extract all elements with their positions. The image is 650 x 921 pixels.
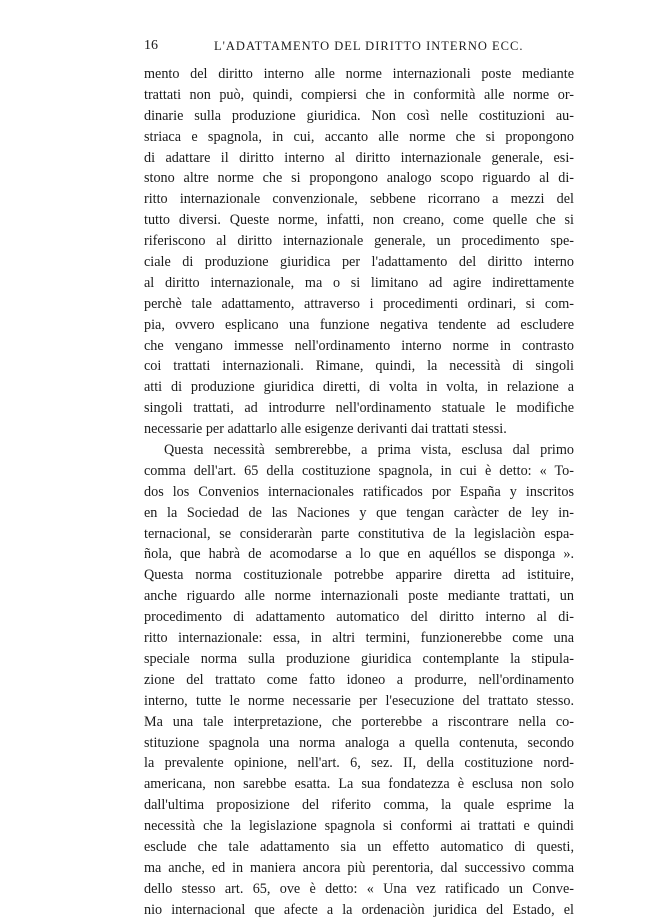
text-line: ñola, que habrà de acomodarse a lo que en aquéllos se disponga ». — [144, 546, 574, 563]
text-line: Ma una tale interpretazione, che porterebbe a riscontrare nella co- — [144, 713, 574, 730]
text-line: tutto diversi. Queste norme, infatti, non creano, come quelle che si — [144, 212, 574, 229]
text-line: nio internacional que afecte a la ordenaciòn juridica del Estado, el — [144, 901, 574, 918]
text-line: dos los Convenios internacionales ratificados por España y inscritos — [144, 483, 574, 500]
text-line: ternacional, se consideraràn parte constitutiva de la legislaciòn espa- — [144, 525, 574, 542]
running-title: L'ADATTAMENTO DEL DIRITTO INTERNO ECC. — [214, 39, 524, 53]
text-line: riferiscono al diritto internazionale generale, un procedimento spe- — [144, 233, 574, 250]
text-line: trattati non può, quindi, compiersi che in conformità alle norme or- — [144, 86, 574, 103]
text-line: procedimento di adattamento automatico del diritto interno al di- — [144, 609, 574, 626]
text-line: coi trattati internazionali. Rimane, quindi, la necessità di singoli — [144, 358, 574, 375]
text-line: perchè tale adattamento, attraverso i procedimenti ordinari, si com- — [144, 295, 574, 312]
text-line: speciale norma sulla produzione giuridica contemplante la stipula- — [144, 650, 574, 667]
text-line: mento del diritto interno alle norme internazionali poste mediante — [144, 66, 574, 82]
text-line: dall'ultima proposizione del riferito comma, la quale esprime la — [144, 797, 574, 814]
text-line: stono altre norme che si propongono analogo scopo riguardo al di- — [144, 170, 574, 187]
text-line: dinarie sulla produzione giuridica. Non così nelle costituzioni au- — [144, 107, 574, 124]
text-line: en la Sociedad de las Naciones y que tengan caràcter de ley in- — [144, 504, 574, 521]
text-line: ciale di produzione giuridica per l'adattamento del diritto interno — [144, 254, 574, 271]
text-line: ritto internazionale convenzionale, sebbene ricorrano a mezzi del — [144, 191, 574, 208]
text-line: comma dell'art. 65 della costituzione spagnola, in cui è detto: « To- — [144, 462, 574, 479]
text-line: interno, tutte le norme necessarie per l'esecuzione del trattato stesso. — [144, 692, 574, 709]
text-line: esclude che tale adattamento sia un effetto automatico di questi, — [144, 838, 574, 855]
text-line: stituzione spagnola una norma analoga a quella contenuta, secondo — [144, 734, 574, 751]
text-line: che vengano immesse nell'ordinamento interno norme in contrasto — [144, 337, 574, 354]
text-line: al diritto internazionale, ma o si limitano ad agire indirettamente — [144, 274, 574, 291]
text-line: di adattare il diritto interno al diritto internazionale generale, esi- — [144, 149, 574, 166]
page-header — [144, 36, 574, 56]
text-line: atti di produzione giuridica diretti, di volta in volta, in relazione a — [144, 379, 574, 396]
text-line: ma anche, ed in maniera ancora più perentoria, dal successivo comma — [144, 859, 574, 876]
text-line: dello stesso art. 65, ove è detto: « Una vez ratificado un Conve- — [144, 880, 574, 897]
text-line: zione del trattato come fatto idoneo a produrre, nell'ordinamento — [144, 671, 574, 688]
paragraph — [144, 440, 574, 920]
text-line: striaca e spagnola, in cui, accanto alle norme che si propongono — [144, 128, 574, 145]
paragraph — [144, 64, 574, 440]
text-line: necessarie per adattarlo alle esigenze derivanti dai trattati stessi. — [144, 421, 507, 438]
text-line: singoli trattati, ad introdurre nell'ordinamento statuale le modifiche — [144, 400, 574, 417]
text-line: pia, ovvero esplicano una funzione negativa tendente ad escludere — [144, 316, 574, 333]
text-line: necessità che la legislazione spagnola si conformi ai trattati e quindi — [144, 818, 574, 835]
text-line: Questa necessità sembrerebbe, a prima vista, esclusa dal primo — [164, 442, 574, 459]
text-line: ritto internazionale: essa, in altri termini, funzionerebbe come una — [144, 630, 574, 647]
text-line: Questa norma costituzionale potrebbe apparire diretta ad istituire, — [144, 567, 574, 584]
body-text — [144, 64, 574, 921]
text-line: la prevalente opinione, nell'art. 6, sez. II, della costituzione nord- — [144, 755, 574, 772]
page-number: 16 — [144, 38, 158, 53]
text-line: anche riguardo alle norme internazionali poste mediante trattati, un — [144, 588, 574, 605]
text-line: americana, non sarebbe esatta. La sua fondatezza è esclusa non solo — [144, 776, 574, 793]
